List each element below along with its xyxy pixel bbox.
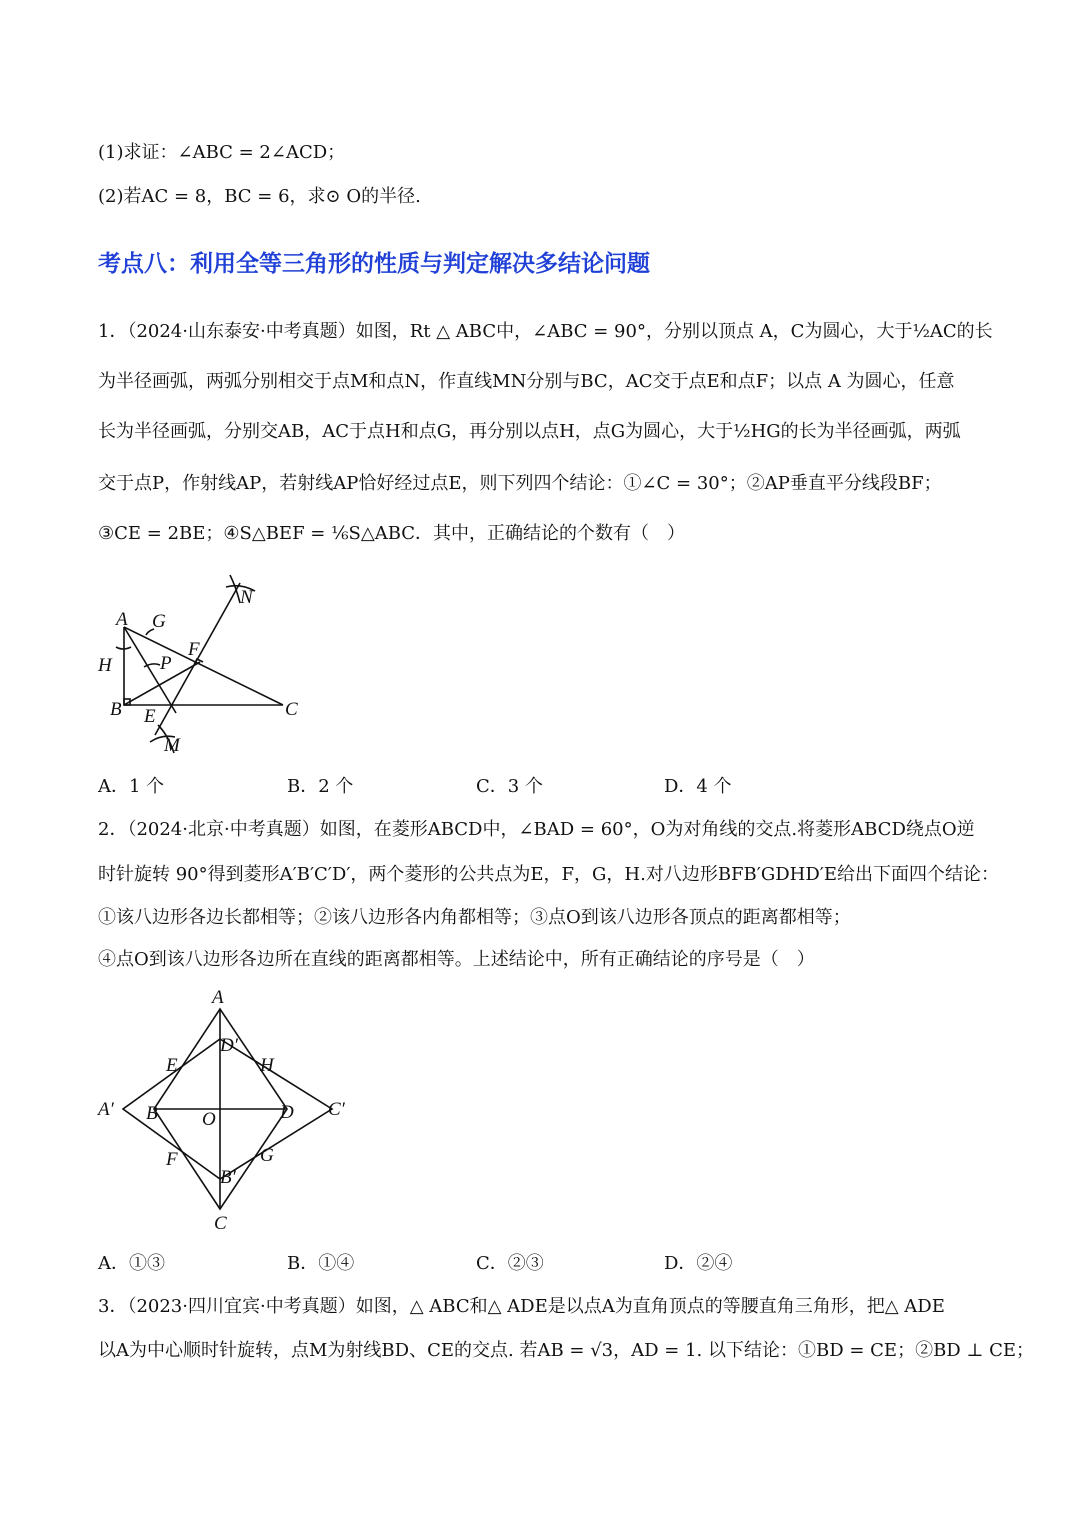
q2-line-1: 2．（2024·北京·中考真题）如图，在菱形ABCD中，∠BAD = 60°，O为对角线的交点.将菱形ABCD绕点O逆 bbox=[98, 819, 975, 840]
q1-line-2: 为半径画弧，两弧分别相交于点M和点N，作直线MN分别与BC，AC交于点E和点F；以点 A 为圆心，任意 bbox=[98, 371, 955, 392]
q1-option-a[interactable]: A．1 个 bbox=[98, 776, 165, 797]
q1-option-d[interactable]: D．4 个 bbox=[664, 776, 732, 797]
prev-part2: (2)若AC = 8，BC = 6，求⊙ O的半径. bbox=[98, 186, 421, 207]
q2-label-c-prime: C′ bbox=[328, 1099, 345, 1120]
q1-line-3: 长为半径画弧，分别交AB，AC于点H和点G，再分别以点H，点G为圆心，大于½HG的长为半径画弧，两弧 bbox=[98, 421, 961, 442]
q1-label-n: N bbox=[240, 587, 253, 608]
q2-label-g: G bbox=[260, 1145, 274, 1166]
q2-label-f: F bbox=[166, 1149, 178, 1170]
q2-label-a-prime: A′ bbox=[98, 1099, 114, 1120]
q1-label-b: B bbox=[110, 699, 122, 720]
q3-line-1: 3．（2023·四川宜宾·中考真题）如图，△ ABC和△ ADE是以点A为直角顶点的等腰直角三角形，把△ ADE bbox=[98, 1296, 945, 1317]
q2-option-c[interactable]: C．②③ bbox=[476, 1253, 544, 1274]
q2-line-3: ①该八边形各边长都相等；②该八边形各内角都相等；③点O到该八边形各顶点的距离都相等； bbox=[98, 907, 851, 928]
q1-label-p: P bbox=[160, 653, 172, 674]
q2-label-e: E bbox=[166, 1055, 178, 1076]
q1-label-c: C bbox=[285, 699, 298, 720]
q1-line-4: 交于点P，作射线AP，若射线AP恰好经过点E，则下列四个结论：①∠C = 30°；②AP垂直平分线段BF； bbox=[98, 473, 942, 494]
q1-line-1: 1．（2024·山东泰安·中考真题）如图，Rt △ ABC中，∠ABC = 90°，分别以顶点 A，C为圆心，大于½AC的长 bbox=[98, 321, 993, 342]
q1-label-g: G bbox=[152, 611, 166, 632]
q1-label-f: F bbox=[188, 639, 200, 660]
q1-label-m: M bbox=[164, 735, 180, 756]
q1-figure bbox=[90, 565, 320, 760]
q2-label-b: B bbox=[146, 1103, 158, 1124]
q2-figure bbox=[90, 985, 370, 1235]
q2-option-d[interactable]: D．②④ bbox=[664, 1253, 733, 1274]
q3-line-2: 以A为中心顺时针旋转，点M为射线BD、CE的交点. 若AB = √3，AD = 1. 以下结论：①BD = CE；②BD ⊥ CE； bbox=[98, 1340, 1035, 1361]
q2-line-4: ④点O到该八边形各边所在直线的距离都相等。上述结论中，所有正确结论的序号是（ ） bbox=[98, 949, 815, 970]
q2-label-d-prime: D′ bbox=[220, 1035, 238, 1056]
q1-label-h: H bbox=[98, 655, 112, 676]
q2-option-b[interactable]: B．①④ bbox=[287, 1253, 355, 1274]
q2-label-c: C bbox=[214, 1213, 227, 1234]
q1-option-c[interactable]: C．3 个 bbox=[476, 776, 543, 797]
q2-label-a: A bbox=[212, 987, 224, 1008]
q2-label-h: H bbox=[260, 1055, 274, 1076]
q2-label-o: O bbox=[202, 1109, 216, 1130]
q1-label-a: A bbox=[116, 609, 128, 630]
prev-part1: (1)求证：∠ABC = 2∠ACD； bbox=[98, 142, 346, 163]
q2-label-b-prime: B′ bbox=[220, 1167, 236, 1188]
q1-label-e: E bbox=[144, 706, 156, 727]
q2-option-a[interactable]: A．①③ bbox=[98, 1253, 165, 1274]
q2-label-d: D bbox=[280, 1102, 294, 1123]
section-heading: 考点八：利用全等三角形的性质与判定解决多结论问题 bbox=[98, 251, 650, 277]
q1-option-b[interactable]: B．2 个 bbox=[287, 776, 354, 797]
q2-line-2: 时针旋转 90°得到菱形A′B′C′D′，两个菱形的公共点为E，F，G，H.对八边形BFB′GDHD′E给出下面四个结论： bbox=[98, 864, 1000, 885]
q1-line-5: ③CE = 2BE；④S△BEF = ⅙S△ABC．其中，正确结论的个数有（ ） bbox=[98, 523, 686, 544]
